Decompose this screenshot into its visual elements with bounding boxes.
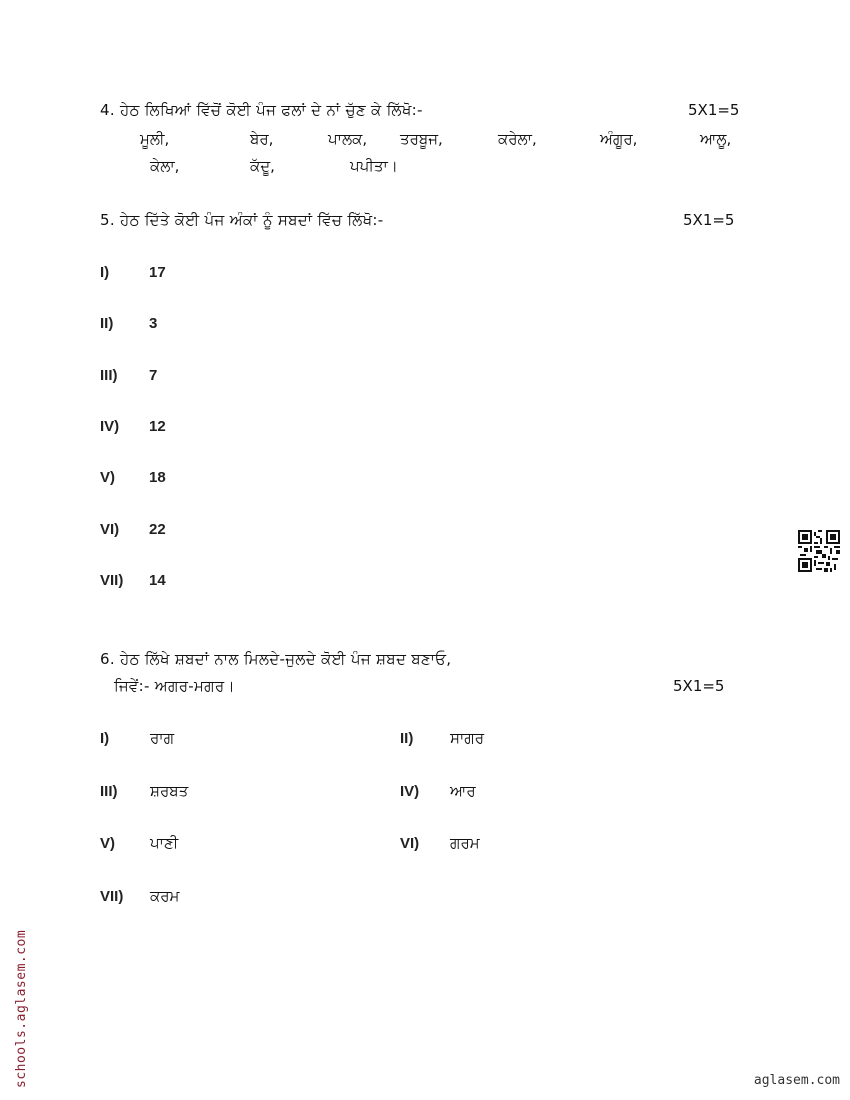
list-item-numeral: III) [100, 367, 118, 384]
q4-word: ਕਰੇਲਾ, [498, 130, 537, 148]
q4-word: ਤਰਬੂਜ, [400, 130, 443, 148]
list-item-numeral: VI) [100, 521, 120, 538]
q6-example: ਜਿਵੇਂ:- ਅਗਰ-ਮਗਰ। [114, 677, 235, 695]
q4-word: ਅੰਗੂਰ, [600, 130, 638, 148]
q4-word: ਕੇਲਾ, [150, 157, 180, 175]
list-item-word: ਕਰਮ [150, 887, 180, 905]
list-item-numeral: I) [100, 264, 110, 281]
q5-marks: 5X1=5 [683, 211, 735, 229]
list-item-word: ਗਰਮ [450, 834, 480, 852]
list-item-value: 22 [149, 521, 166, 538]
list-item-value: 12 [149, 418, 166, 435]
list-item-word: ਆਰ [450, 782, 476, 800]
q4-word: ਆਲੂ, [700, 130, 732, 148]
list-item-numeral: III) [100, 783, 118, 800]
side-watermark: schools.aglasem.com [14, 929, 29, 1088]
list-item-value: 3 [149, 315, 158, 332]
q5-question: 5. ਹੇਠ ਦਿੱਤੇ ਕੋਈ ਪੰਜ ਅੰਕਾਂ ਨੂੰ ਸਬਦਾਂ ਵਿੱਚ ਲਿੱਖੋ:- [100, 211, 384, 229]
list-item-numeral: II) [400, 730, 414, 747]
q4-word: ਪਪੀਤਾ। [350, 157, 398, 175]
list-item-word: ਰਾਗ [150, 729, 175, 747]
list-item-value: 7 [149, 367, 158, 384]
list-item-numeral: V) [100, 835, 115, 852]
list-item-numeral: VII) [100, 572, 124, 589]
bottom-watermark: aglasem.com [753, 1073, 840, 1088]
q4-word: ਬੇਰ, [250, 130, 274, 148]
list-item-word: ਸਾਗਰ [450, 729, 485, 747]
q6-question: 6. ਹੇਠ ਲਿੱਖੇ ਸ਼ਬਦਾਂ ਨਾਲ ਮਿਲਦੇ-ਜੁਲਦੇ ਕੋਈ ਪੰਜ ਸ਼ਬਦ ਬਣਾਓ, [100, 650, 452, 668]
list-item-numeral: IV) [100, 418, 120, 435]
list-item-word: ਪਾਣੀ [150, 834, 179, 852]
list-item-numeral: II) [100, 315, 114, 332]
list-item-word: ਸ਼ਰਬਤ [150, 782, 189, 800]
q4-word: ਪਾਲਕ, [328, 130, 368, 148]
list-item-numeral: IV) [400, 783, 420, 800]
list-item-numeral: VI) [400, 835, 420, 852]
qr-code-icon [798, 530, 840, 572]
list-item-value: 18 [149, 469, 166, 486]
list-item-numeral: V) [100, 469, 115, 486]
q4-marks: 5X1=5 [688, 101, 740, 119]
list-item-value: 17 [149, 264, 166, 281]
list-item-value: 14 [149, 572, 166, 589]
list-item-numeral: I) [100, 730, 110, 747]
q6-marks: 5X1=5 [673, 677, 725, 695]
q4-word: ਮੂਲੀ, [140, 130, 170, 148]
list-item-numeral: VII) [100, 888, 124, 905]
q4-word: ਕੱਦੂ, [250, 157, 275, 175]
q4-question: 4. ਹੇਠ ਲਿਖਿਆਂ ਵਿੱਚੋਂ ਕੋਈ ਪੰਜ ਫਲਾਂ ਦੇ ਨਾਂ ਚੁੱਣ ਕੇ ਲਿੱਖੋ:- [100, 101, 423, 119]
